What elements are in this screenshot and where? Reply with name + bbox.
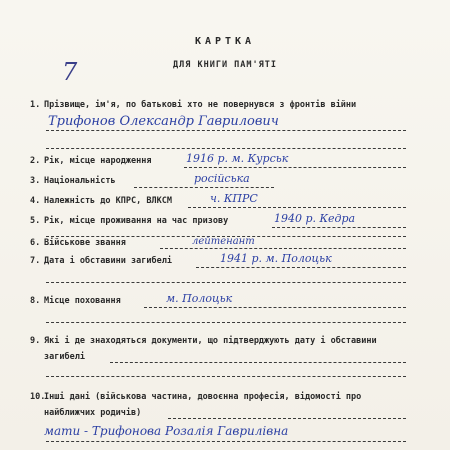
item-6: 6. Військове звання bbox=[30, 238, 126, 248]
line-2 bbox=[184, 167, 406, 168]
card-subtitle: ДЛЯ КНИГИ ПАМ'ЯТІ bbox=[173, 60, 277, 70]
item-5: 5. Рік, місце проживання на час призову bbox=[30, 216, 229, 226]
item-10: 10.Інші дані (військова частина, довоєнна професія, відомості про bbox=[30, 392, 362, 402]
entry-relatives: мати - Трифонова Розалія Гаврилівна bbox=[44, 424, 289, 438]
item-2: 2. Рік, місце народження bbox=[30, 156, 152, 166]
item-9: 9. Які і де знаходяться документи, що підтверджують дату і обставини bbox=[30, 336, 377, 346]
entry-party: ч. КПРС bbox=[210, 192, 258, 205]
item-9-cont: загибелі bbox=[44, 352, 85, 362]
entry-name: Трифонов Олександр Гаврилович bbox=[48, 114, 279, 129]
item-3: 3. Національність bbox=[30, 176, 116, 186]
margin-mark: 7 bbox=[62, 58, 78, 86]
line-8a bbox=[144, 307, 406, 308]
line-10b bbox=[46, 441, 406, 442]
line-1b bbox=[46, 148, 406, 149]
entry-rank: лейтенант bbox=[192, 236, 255, 247]
entry-burial: м. Полоцьк bbox=[166, 292, 233, 305]
item-10-cont: найближчих родичів) bbox=[44, 408, 142, 418]
entry-death: 1941 р. м. Полоцьк bbox=[220, 252, 332, 265]
line-9b bbox=[46, 376, 406, 377]
line-8b bbox=[46, 322, 406, 323]
line-6 bbox=[160, 248, 406, 249]
line-1a bbox=[46, 130, 406, 131]
line-7a bbox=[196, 267, 406, 268]
line-10a bbox=[168, 418, 406, 419]
entry-residence: 1940 р. Кедра bbox=[274, 212, 356, 225]
card-title: КАРТКА bbox=[194, 36, 256, 47]
line-9a bbox=[110, 362, 406, 363]
entry-nationality: російська bbox=[194, 172, 250, 185]
line-5a bbox=[272, 227, 406, 228]
item-1: 1. Прізвище, ім'я, по батькові хто не повернувся з фронтів війни bbox=[30, 100, 357, 110]
line-3 bbox=[134, 187, 274, 188]
item-7: 7. Дата і обставини загибелі bbox=[30, 256, 172, 266]
line-4 bbox=[188, 207, 406, 208]
line-7b bbox=[46, 282, 406, 283]
item-8: 8. Місце поховання bbox=[30, 296, 121, 306]
item-4: 4. Належність до КПРС, ВЛКСМ bbox=[30, 196, 172, 206]
entry-birth: 1916 р. м. Курськ bbox=[186, 152, 289, 165]
